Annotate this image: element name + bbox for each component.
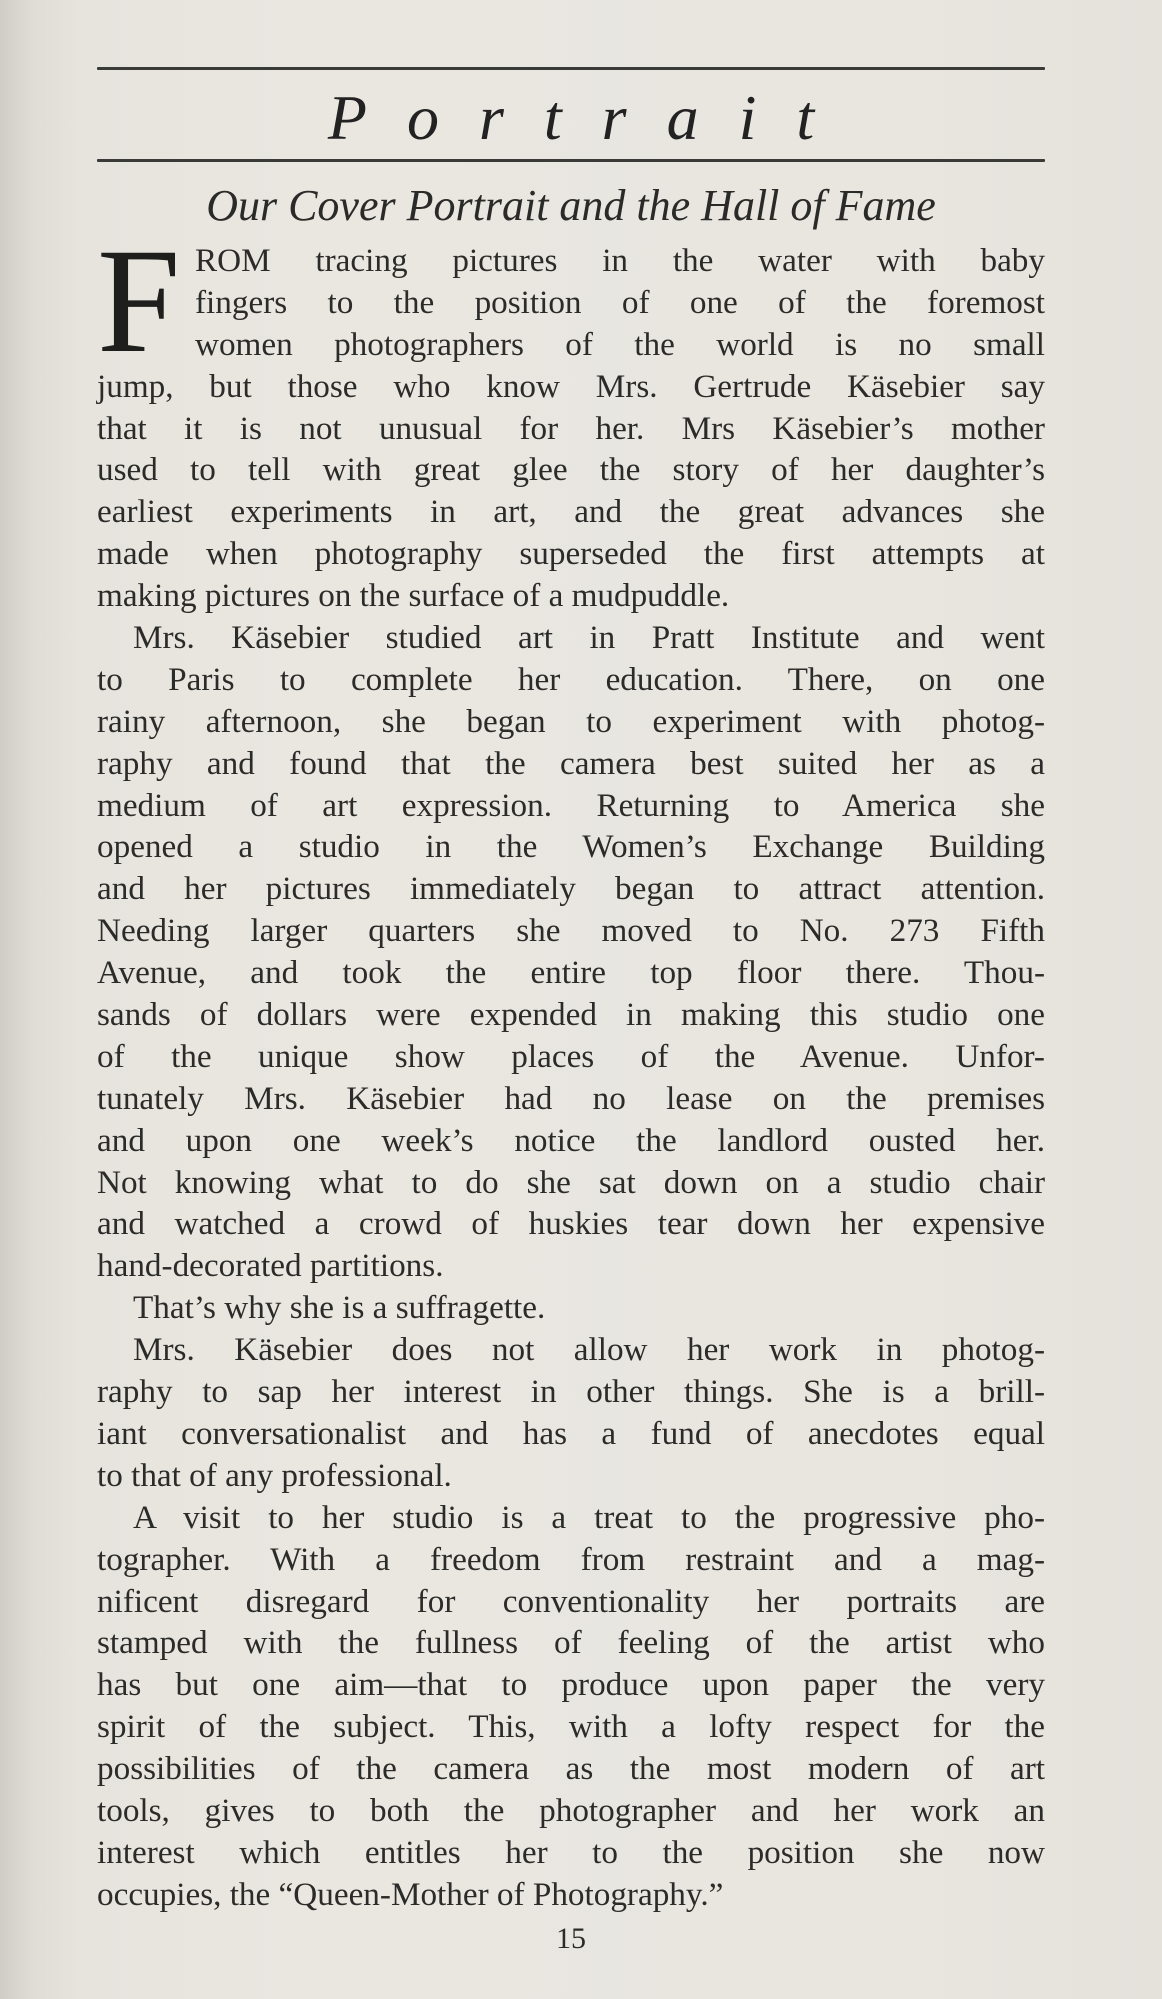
text-line: spirit of the subject. This, with a lofty respect for the bbox=[97, 1708, 1045, 1746]
text-line: Not knowing what to do she sat down on a studio chair bbox=[97, 1163, 1045, 1201]
text-line: earliest experiments in art, and the great advances she bbox=[97, 493, 1045, 531]
text-line: opened a studio in the Women’s Exchange Building bbox=[97, 828, 1045, 866]
text-line: Mrs. Käsebier studied art in Pratt Institute and went bbox=[133, 619, 1045, 657]
top-rule bbox=[97, 67, 1045, 70]
text-line: stamped with the fullness of feeling of the artist who bbox=[97, 1624, 1045, 1662]
text-line: A visit to her studio is a treat to the progressive pho- bbox=[133, 1498, 1045, 1536]
text-line: tunately Mrs. Käsebier had no lease on the premises bbox=[97, 1079, 1045, 1117]
text-line: Avenue, and took the entire top floor there. Thou- bbox=[97, 954, 1045, 992]
text-line: raphy to sap her interest in other things. She is a brill- bbox=[97, 1373, 1045, 1411]
paragraph-4 bbox=[97, 1329, 1045, 1497]
text-line: has but one aim—that to produce upon paper the very bbox=[97, 1666, 1045, 1704]
text-line: That’s why she is a suffragette. bbox=[133, 1289, 546, 1327]
text-line: tographer. With a freedom from restraint and a mag- bbox=[97, 1540, 1045, 1578]
paragraph-1 bbox=[97, 218, 1045, 617]
text-line: iant conversationalist and has a fund of anecdotes equal bbox=[97, 1414, 1045, 1452]
article-body bbox=[97, 218, 1045, 1916]
text-line: ROM tracing pictures in the water with baby bbox=[195, 242, 1045, 279]
text-line: to that of any professional. bbox=[97, 1456, 452, 1494]
text-line: of the unique show places of the Avenue. Unfor- bbox=[97, 1037, 1045, 1075]
drop-cap: F bbox=[97, 218, 181, 384]
text-line: occupies, the “Queen-Mother of Photography.” bbox=[97, 1875, 724, 1913]
page-number: 15 bbox=[556, 1922, 586, 1955]
text-line: used to tell with great glee the story of her daughter’s bbox=[97, 451, 1045, 489]
section-title: Portrait bbox=[327, 82, 855, 153]
text-line: nificent disregard for conventionality her portraits are bbox=[97, 1582, 1045, 1620]
text-line: hand-decorated partitions. bbox=[97, 1247, 444, 1285]
text-line: that it is not unusual for her. Mrs Käsebier’s mother bbox=[97, 409, 1045, 447]
text-line: women photographers of the world is no small bbox=[195, 325, 1045, 363]
text-line: raphy and found that the camera best suited her as a bbox=[97, 744, 1045, 782]
text-line: made when photography superseded the first attempts at bbox=[97, 535, 1045, 573]
paragraph-2 bbox=[97, 617, 1045, 1287]
text-line: Needing larger quarters she moved to No. 273 Fifth bbox=[97, 912, 1045, 950]
text-line: fingers to the position of one of the foremost bbox=[195, 283, 1045, 321]
paragraph-3 bbox=[97, 1287, 1045, 1329]
text-line: and her pictures immediately began to attract attention. bbox=[97, 870, 1045, 908]
text-line: and upon one week’s notice the landlord ousted her. bbox=[97, 1121, 1045, 1159]
text-line: medium of art expression. Returning to America she bbox=[97, 786, 1045, 824]
text-line: jump, but those who know Mrs. Gertrude Käsebier say bbox=[97, 367, 1045, 405]
text-line: and watched a crowd of huskies tear down her expensive bbox=[97, 1205, 1045, 1243]
article-headline: Our Cover Portrait and the Hall of Fame bbox=[206, 181, 936, 230]
bottom-rule bbox=[97, 159, 1045, 162]
paragraph-5 bbox=[97, 1497, 1045, 1916]
text-line: sands of dollars were expended in making this studio one bbox=[97, 996, 1045, 1034]
text-line: rainy afternoon, she began to experiment with photog- bbox=[97, 702, 1045, 740]
text-line: making pictures on the surface of a mudpuddle. bbox=[97, 577, 730, 615]
text-line: interest which entitles her to the position she now bbox=[97, 1833, 1045, 1871]
text-line: tools, gives to both the photographer and her work an bbox=[97, 1791, 1045, 1829]
text-line: possibilities of the camera as the most modern of art bbox=[97, 1750, 1045, 1788]
text-line: to Paris to complete her education. There, on one bbox=[97, 660, 1045, 698]
text-line: Mrs. Käsebier does not allow her work in photog- bbox=[133, 1331, 1045, 1369]
